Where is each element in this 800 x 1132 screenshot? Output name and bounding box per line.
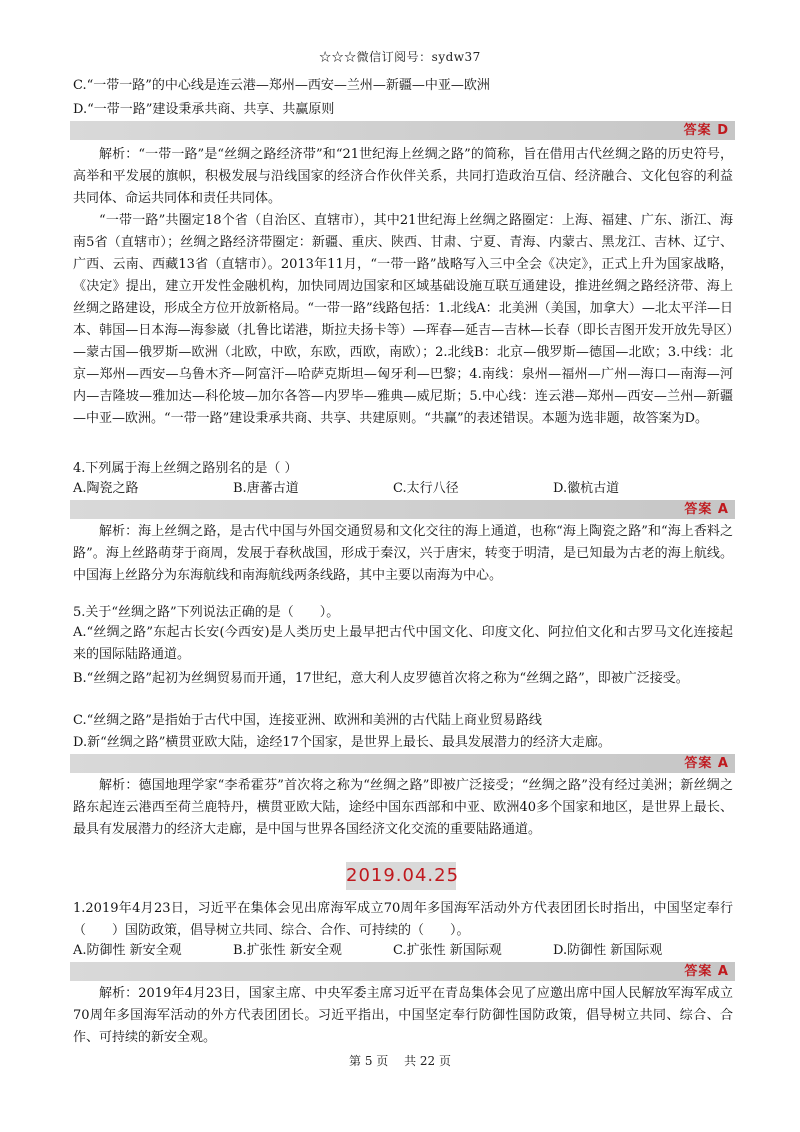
q4-option-b: B.唐蕃古道 — [233, 481, 299, 496]
q5-analysis: 解析：德国地理学家“李希霍芬”首次将之称为“丝绸之路”即被广泛接受；“丝绸之路”没有经过美洲；新丝绸之路东起连云港西至荷兰鹿特丹，横贯亚欧大陆，途经中国东西部和中亚、欧洲40多个国家和地区，是世界上最长、最具有发展潜力的经济大走廊，是中国与世界各国经济文化交流的重要陆路通道。 — [73, 778, 733, 837]
q3-option-d: D.“一带一路”建设秉承共商、共享、共赢原则 — [73, 102, 335, 117]
q1-analysis: 解析：2019年4月23日，国家主席、中央军委主席习近平在青岛集体会见了应邀出席中国人民解放军海军成立70周年多国海军活动的外方代表团团长。习近平指出，中国坚定奉行防御性国防政策，倡导树立共同、综合、合作、可持续的新安全观。 — [73, 986, 733, 1045]
q1-answer: 答案 A — [684, 964, 729, 979]
q5-option-a: A.“丝绸之路”东起古长安(今西安)是人类历史上最早把古代中国文化、印度文化、阿拉伯文化和古罗马文化连接起来的国际陆路通道。 — [73, 625, 733, 662]
q5-answer-bar — [70, 754, 735, 773]
q3-option-c: C.“一带一路”的中心线是连云港—郑州—西安—兰州—新疆—中亚—欧洲 — [73, 78, 490, 93]
q1-answer-bar — [70, 962, 735, 981]
q5-option-c: C.“丝绸之路”是指始于古代中国，连接亚洲、欧洲和美洲的古代陆上商业贸易路线 — [73, 713, 542, 728]
q3-answer-bar — [70, 121, 735, 140]
q1-option-b: B.扩张性 新安全观 — [233, 943, 342, 958]
page-header: ☆☆☆微信订阅号：sydw37 — [319, 50, 481, 64]
q4-option-c: C.太行八径 — [393, 481, 459, 496]
q4-analysis: 解析：海上丝绸之路，是古代中国与外国交通贸易和文化交往的海上通道，也称“海上陶瓷之路”和“海上香料之路”。海上丝路萌芽于商周，发展于春秋战国，形成于秦汉，兴于唐宋，转变于明清，是已知最为古老的海上航线。中国海上丝路分为东海航线和南海航线两条线路，其中主要以南海为中心。 — [73, 524, 733, 583]
page-footer: 第 5 页 共 22 页 — [349, 1054, 451, 1068]
q5-option-b: B.“丝绸之路”起初为丝绸贸易而开通，17世纪，意大利人皮罗德首次将之称为“丝绸之路”，即被广泛接受。 — [73, 671, 689, 686]
q1-option-d: D.防御性 新国际观 — [553, 943, 663, 958]
q4-answer-bar — [70, 500, 735, 519]
q4-option-a: A.陶瓷之路 — [73, 481, 139, 496]
q3-analysis-paragraph-1: 解析：“一带一路”是“丝绸之路经济带”和“21世纪海上丝绸之路”的简称，旨在借用古代丝绸之路的历史符号，高举和平发展的旗帜，积极发展与沿线国家的经济合作伙伴关系，共同打造政治互信、经济融合、文化包容的利益共同体、命运共同体和责任共同体。 — [73, 147, 733, 206]
q5-answer: 答案 A — [684, 756, 729, 771]
q1-question: 1.2019年4月23日，习近平在集体会见出席海军成立70周年多国海军活动外方代表团团长时指出，中国坚定奉行（ ）国防政策，倡导树立共同、综合、合作、可持续的（ ）。 — [73, 901, 733, 938]
date-heading: 2019.04.25 — [346, 862, 456, 890]
q4-option-d: D.徽杭古道 — [553, 481, 620, 496]
q3-analysis-paragraph-2: “一带一路”共圈定18个省（自治区、直辖市），其中21世纪海上丝绸之路圈定：上海、福建、广东、浙江、海南5省（直辖市）；丝绸之路经济带圈定：新疆、重庆、陕西、甘肃、宁夏、青海、内蒙古、黑龙江、吉林、辽宁、广西、云南、西藏13省（直辖市）。2013年11月，“一带一路”战略写入三中全会《决定》，正式上升为国家战略，《决定》提出，建立开发性金融机构，加快同周边国家和区域基础设施互联互通建设，推进丝绸之路经济带、海上丝绸之路建设，形成全方位开放新格局。“一带一路”线路包括：1.北线A：北美洲（美国，加拿大）—北太平洋—日本、韩国—日本海—海参崴（扎鲁比诺港，斯拉夫扬卡等）—珲春—延吉—吉林—长春（即长吉图开发开放先导区）—蒙古国—俄罗斯—欧洲（北欧，中欧，东欧，西欧，南欧）；2.北线B：北京—俄罗斯—德国—北欧；3.中线：北京—郑州—西安—乌鲁木齐—阿富汗—哈萨克斯坦—匈牙利—巴黎；4.南线：泉州—福州—广州—海口—南海—河内—吉隆坡—雅加达—科伦坡—加尔各答—内罗毕—雅典—威尼斯；5.中心线：连云港—郑州—西安—兰州—新疆—中亚—欧洲。“一带一路”建设秉承共商、共享、共建原则。“共赢”的表述错误。本题为选非题，故答案为D。 — [73, 213, 733, 426]
q5-option-d: D.新“丝绸之路”横贯亚欧大陆，途经17个国家，是世界上最长、最具发展潜力的经济大走廊。 — [73, 735, 611, 750]
q1-option-c: C.扩张性 新国际观 — [393, 943, 502, 958]
q3-answer: 答案 D — [683, 123, 729, 138]
q5-question: 5.关于“丝绸之路”下列说法正确的是（ ）。 — [73, 605, 340, 620]
q4-question: 4.下列属于海上丝绸之路别名的是（ ） — [73, 461, 298, 476]
q1-option-a: A.防御性 新安全观 — [73, 943, 182, 958]
q4-answer: 答案 A — [684, 502, 729, 517]
